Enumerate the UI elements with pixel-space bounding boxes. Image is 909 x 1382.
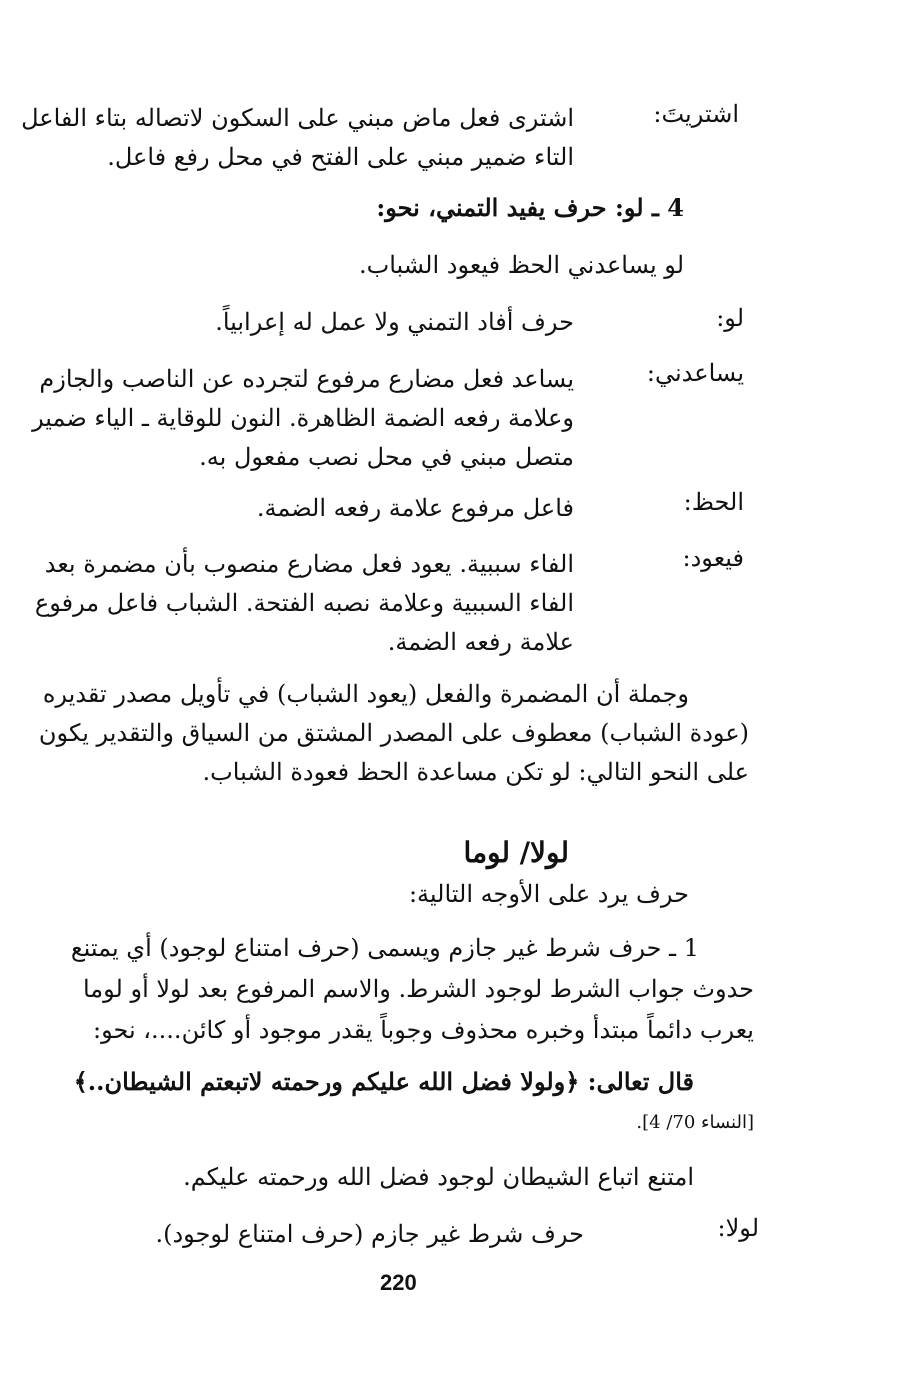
- section-title-lawla: لولا/ لوما: [463, 836, 569, 869]
- term-ishtarayt: اشتريتَ:: [653, 100, 739, 128]
- paragraph-line-1: وجملة أن المضمرة والفعل (يعود الشباب) في تأويل مصدر تقديره: [42, 680, 689, 708]
- paragraph-line-2: (عودة الشباب) معطوف على المصدر المشتق من السياق والتقدير يكون: [38, 719, 749, 747]
- lawla-point1-line-3: يعرب دائماً مبتدأ وخبره محذوف وجوباً يقدر موجود أو كائن....، نحو:: [93, 1016, 754, 1044]
- ishtarayt-line-1: اشترى فعل ماض مبني على السكون لاتصاله بتاء الفاعل: [21, 104, 574, 132]
- yusaidni-line-1: يساعد فعل مضارع مرفوع لتجرده عن الناصب والجازم: [39, 365, 574, 393]
- lawla-intro: حرف يرد على الأوجه التالية:: [408, 880, 689, 908]
- term-lawla: لولا:: [717, 1214, 759, 1242]
- yusaidni-line-2: وعلامة رفعه الضمة الظاهرة. النون للوقاية ـ الياء ضمير: [32, 404, 574, 432]
- lawla-point1-line-2: حدوث جواب الشرط لوجود الشرط. والاسم المرفوع بعد لولا أو لوما: [82, 975, 754, 1003]
- alhazz-line-1: فاعل مرفوع علامة رفعه الضمة.: [256, 494, 574, 522]
- lawla-definition: حرف شرط غير جازم (حرف امتناع لوجود).: [155, 1220, 584, 1248]
- term-fayaud: فيعود:: [682, 544, 744, 572]
- ishtarayt-line-2: التاء ضمير مبني على الفتح في محل رفع فاعل.: [107, 143, 574, 171]
- page-number: 220: [380, 1270, 417, 1295]
- section-4-example: لو يساعدني الحظ فيعود الشباب.: [358, 251, 684, 279]
- term-yusaidni: يساعدني:: [646, 359, 744, 387]
- quran-reference: [النساء 70/ 4].: [636, 1112, 754, 1133]
- paragraph-line-3: على النحو التالي: لو تكن مساعدة الحظ فعودة الشباب.: [202, 758, 749, 786]
- section-4-heading: 4 ـ لو: حرف يفيد التمني، نحو:: [376, 193, 684, 222]
- quran-quote: قال تعالى: ﴿ولولا فضل الله عليكم ورحمته لاتبعتم الشيطان..﴾: [73, 1067, 694, 1096]
- yusaidni-line-3: متصل مبني في محل نصب مفعول به.: [199, 443, 574, 471]
- fayaud-line-1: الفاء سببية. يعود فعل مضارع منصوب بأن مضمرة بعد: [44, 550, 574, 578]
- term-law: لو:: [716, 304, 744, 332]
- lawla-point1-line-1: 1 ـ حرف شرط غير جازم ويسمى (حرف امتناع لوجود) أي يمتنع: [70, 934, 699, 962]
- law-line-1: حرف أفاد التمني ولا عمل له إعرابياً.: [215, 308, 574, 336]
- lawla-explanation: امتنع اتباع الشيطان لوجود فضل الله ورحمته عليكم.: [183, 1163, 694, 1191]
- fayaud-line-3: علامة رفعه الضمة.: [387, 628, 574, 656]
- term-alhazz: الحظ:: [683, 488, 744, 516]
- fayaud-line-2: الفاء السببية وعلامة نصبه الفتحة. الشباب فاعل مرفوع: [34, 589, 574, 617]
